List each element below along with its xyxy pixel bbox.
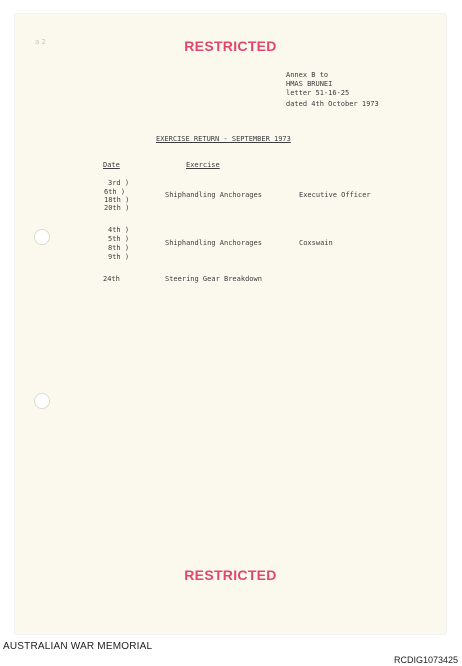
archive-id: RCDIG1073425 [393, 655, 458, 665]
entry-date: 6th ) [104, 188, 126, 196]
annex-line: Annex B to [286, 71, 329, 79]
entry-exercise: Shiphandling Anchorages [165, 239, 262, 247]
document-title: EXERCISE RETURN - SEPTEMBER 1973 [156, 135, 291, 143]
punch-hole [34, 393, 50, 409]
entry-date: 20th ) [104, 204, 130, 212]
annex-line: dated 4th October 1973 [286, 100, 379, 108]
column-header-date: Date [103, 161, 120, 169]
entry-date: 5th ) [108, 235, 130, 243]
column-header-exercise: Exercise [186, 161, 220, 169]
entry-exercise: Steering Gear Breakdown [165, 275, 262, 283]
entry-date: 24th [103, 275, 120, 283]
archive-label: AUSTRALIAN WAR MEMORIAL [3, 641, 153, 652]
restricted-stamp-bottom: RESTRICTED [184, 567, 277, 583]
document-page [15, 14, 446, 634]
annex-line: letter 51-16-25 [286, 89, 350, 97]
entry-officer: Executive Officer [299, 191, 371, 199]
entry-date: 8th ) [108, 244, 130, 252]
entry-officer: Coxswain [299, 239, 333, 247]
entry-date: 3rd ) [108, 179, 130, 187]
annex-line: HMAS BRUNEI [286, 80, 333, 88]
entry-date: 18th ) [104, 196, 130, 204]
entry-date: 4th ) [108, 226, 130, 234]
entry-exercise: Shiphandling Anchorages [165, 191, 262, 199]
pencil-mark: a 2 [35, 38, 46, 46]
entry-date: 9th ) [108, 253, 130, 261]
punch-hole [34, 229, 50, 245]
restricted-stamp-top: RESTRICTED [184, 38, 277, 54]
